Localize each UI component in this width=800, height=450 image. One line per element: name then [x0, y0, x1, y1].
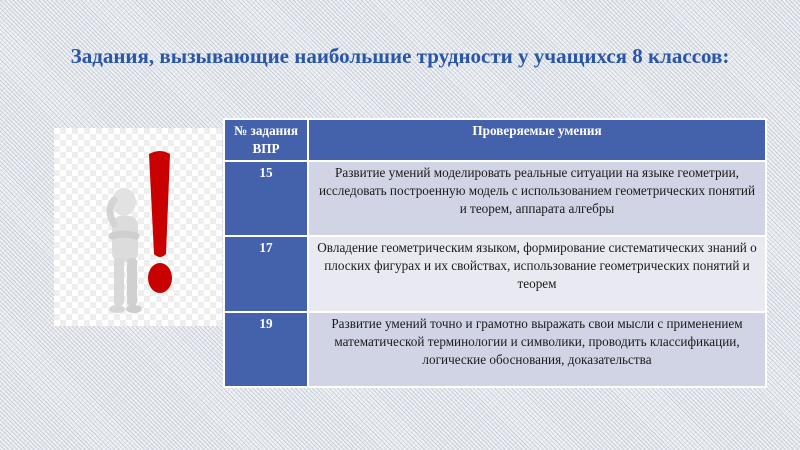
task-number: 15 [224, 161, 308, 236]
task-number: 19 [224, 312, 308, 387]
slide-title: Задания, вызывающие наибольшие трудности у учащихся 8 классов: [70, 44, 730, 68]
header-task-number: № задания ВПР [224, 119, 308, 161]
task-skills: Развитие умений точно и грамотно выражать свои мысли с применением математической терминологии и символики, проводить классификации, логические обоснования, доказательства [308, 312, 766, 387]
table-header-row [224, 119, 766, 161]
thinking-person-exclamation-icon [54, 128, 222, 326]
table-row [224, 236, 766, 312]
task-skills: Овладение геометрическим языком, формирование систематических знаний о плоских фигурах и их свойствах, использование геометрических понятий и теорем [308, 236, 766, 312]
table-row [224, 161, 766, 236]
skills-table [223, 118, 767, 388]
task-skills: Развитие умений моделировать реальные ситуации на языке геометрии, исследовать построенную модель с использованием геометрических понятий и теорем, аппарата алгебры [308, 161, 766, 236]
table-row [224, 312, 766, 387]
task-number: 17 [224, 236, 308, 312]
header-skills: Проверяемые умения [308, 119, 766, 161]
